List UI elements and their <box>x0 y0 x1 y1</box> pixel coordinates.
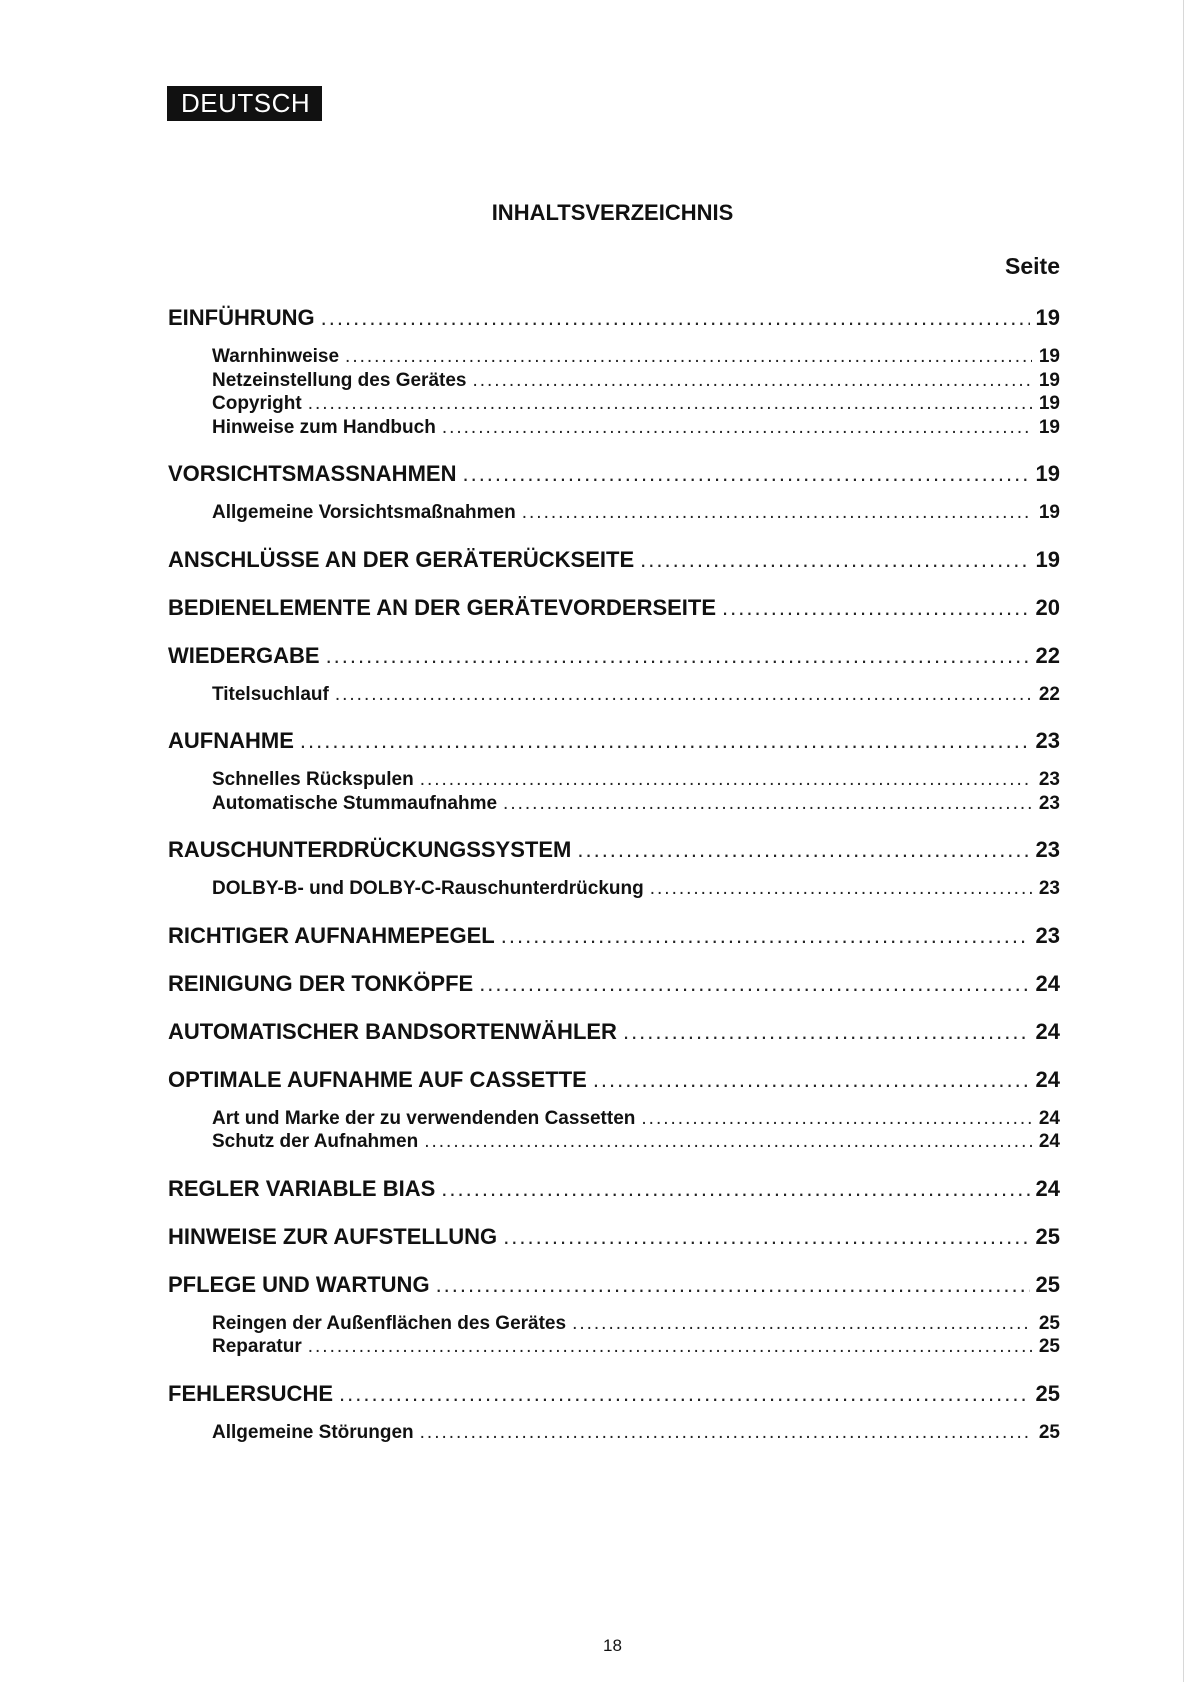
dot-leader <box>335 683 1032 707</box>
toc-section-title: BEDIENELEMENTE AN DER GERÄTEVORDERSEITE <box>168 594 717 620</box>
dot-leader <box>420 1421 1032 1445</box>
toc-subsection-page: 25 <box>1038 1421 1060 1443</box>
toc-subsection-page: 19 <box>1038 346 1060 367</box>
toc-section-title: RICHTIGER AUFNAHMEPEGEL <box>168 922 495 948</box>
toc-section-row[interactable] <box>168 595 1060 621</box>
toc-subsection-title: Hinweise zum Handbuch <box>212 416 436 438</box>
toc-section-title: WIEDERGABE <box>168 642 320 668</box>
toc-section-page: 19 <box>1035 305 1060 330</box>
toc-subsection-title: Reparatur <box>212 1336 302 1357</box>
dot-leader <box>420 768 1032 792</box>
toc-section-page: 23 <box>1035 837 1060 862</box>
dot-leader <box>308 1335 1032 1359</box>
toc-subsection-title: Allgemeine Vorsichtsmaßnahmen <box>212 502 516 523</box>
toc-section-row[interactable] <box>168 837 1060 863</box>
toc-subsection-row[interactable] <box>168 792 1060 816</box>
toc-subsection-page: 19 <box>1038 369 1060 391</box>
toc-subsection-page: 23 <box>1038 792 1060 814</box>
toc-section-page: 19 <box>1035 546 1060 572</box>
dot-leader <box>308 392 1032 416</box>
toc-subsection-title: Warnhinweise <box>212 346 340 367</box>
dot-leader <box>640 547 1029 573</box>
dot-leader <box>472 369 1032 393</box>
toc-section-page: 22 <box>1035 642 1060 668</box>
language-tag: DEUTSCH <box>167 86 322 121</box>
dot-leader <box>479 971 1029 997</box>
dot-leader <box>300 728 1030 754</box>
toc-section-page: 23 <box>1035 728 1060 753</box>
dot-leader <box>572 1312 1032 1336</box>
toc-section-page: 25 <box>1035 1380 1060 1406</box>
toc-subsection-title: Art und Marke der zu verwendenden Cassetten <box>212 1107 636 1129</box>
toc-section-title: RAUSCHUNTERDRÜCKUNGSSYSTEM <box>168 837 572 862</box>
toc-subsection-page: 25 <box>1038 1312 1060 1334</box>
toc-subsection-row[interactable] <box>168 369 1060 393</box>
toc-subsection-row[interactable] <box>168 345 1060 369</box>
toc-subsection-page: 19 <box>1038 416 1060 438</box>
dot-leader <box>522 501 1032 525</box>
toc-section-title: REGLER VARIABLE BIAS <box>168 1175 436 1201</box>
page-number: 18 <box>603 1636 622 1655</box>
toc-section-title: AUFNAHME <box>168 728 294 753</box>
toc-subsection-title: DOLBY-B- und DOLBY-C-Rauschunterdrückung <box>212 878 644 899</box>
dot-leader <box>650 877 1032 901</box>
toc-subsection-row[interactable] <box>168 1130 1060 1154</box>
dot-leader <box>577 837 1029 863</box>
dot-leader <box>339 1381 1030 1407</box>
toc-subsection-title: Automatische Stummaufnahme <box>212 792 498 814</box>
toc-section-page: 24 <box>1035 1066 1060 1092</box>
toc-section-page: 19 <box>1035 461 1060 486</box>
dot-leader <box>436 1272 1030 1298</box>
toc-subsection-row[interactable] <box>168 768 1060 792</box>
table-of-contents <box>168 305 1060 1444</box>
toc-subsection-row[interactable] <box>168 1335 1060 1359</box>
toc-section-title: EINFÜHRUNG <box>168 305 315 330</box>
toc-section-page: 24 <box>1035 970 1060 996</box>
toc-section-title: PFLEGE UND WARTUNG <box>168 1271 430 1297</box>
dot-leader <box>503 792 1032 816</box>
toc-section-page: 24 <box>1035 1018 1060 1044</box>
toc-section-title: OPTIMALE AUFNAHME AUF CASSETTE <box>168 1066 587 1092</box>
toc-section-row[interactable] <box>168 1224 1060 1250</box>
toc-section-page: 25 <box>1035 1271 1060 1297</box>
toc-section-row[interactable] <box>168 1381 1060 1407</box>
dot-leader <box>345 345 1032 369</box>
dot-leader <box>442 416 1032 440</box>
toc-title: INHALTSVERZEICHNIS <box>491 200 734 225</box>
toc-subsection-page: 19 <box>1038 502 1060 523</box>
dot-leader <box>722 595 1029 621</box>
toc-subsection-title: Copyright <box>212 393 302 414</box>
dot-leader <box>623 1019 1030 1045</box>
page-edge-line <box>1183 0 1184 1682</box>
toc-section-row[interactable] <box>168 1019 1060 1045</box>
toc-subsection-page: 24 <box>1038 1131 1060 1152</box>
toc-subsection-page: 25 <box>1038 1336 1060 1357</box>
toc-section-row[interactable] <box>168 728 1060 754</box>
toc-section-row[interactable] <box>168 1176 1060 1202</box>
dot-leader <box>424 1130 1032 1154</box>
toc-section-title: VORSICHTSMASSNAHMEN <box>168 461 457 486</box>
toc-subsection-row[interactable] <box>168 416 1060 440</box>
toc-section-title: HINWEISE ZUR AUFSTELLUNG <box>168 1223 498 1249</box>
toc-section-page: 25 <box>1035 1223 1060 1249</box>
toc-section-row[interactable] <box>168 643 1060 669</box>
toc-section-page: 24 <box>1035 1175 1060 1201</box>
toc-section-row[interactable] <box>168 1067 1060 1093</box>
toc-section-title: FEHLERSUCHE <box>168 1380 334 1406</box>
dot-leader <box>326 643 1030 669</box>
dot-leader <box>462 461 1029 487</box>
toc-subsection-title: Reingen der Außenflächen des Gerätes <box>212 1312 567 1334</box>
toc-section-title: ANSCHLÜSSE AN DER GERÄTERÜCKSEITE <box>168 546 635 572</box>
dot-leader <box>503 1224 1029 1250</box>
toc-subsection-title: Titelsuchlauf <box>212 683 329 705</box>
toc-section-row[interactable] <box>168 547 1060 573</box>
toc-subsection-row[interactable] <box>168 501 1060 525</box>
toc-subsection-page: 24 <box>1038 1107 1060 1129</box>
toc-subsection-title: Schutz der Aufnahmen <box>212 1131 419 1152</box>
toc-section-title: AUTOMATISCHER BANDSORTENWÄHLER <box>168 1018 617 1044</box>
toc-section-row[interactable] <box>168 923 1060 949</box>
toc-subsection-row[interactable] <box>168 683 1060 707</box>
toc-section-row[interactable] <box>168 971 1060 997</box>
toc-section-page: 20 <box>1035 594 1060 620</box>
toc-subsection-title: Allgemeine Störungen <box>212 1421 414 1443</box>
toc-section-title: REINIGUNG DER TONKÖPFE <box>168 970 474 996</box>
toc-subsection-row[interactable] <box>168 877 1060 901</box>
toc-subsection-row[interactable] <box>168 1421 1060 1445</box>
toc-section-row[interactable] <box>168 461 1060 487</box>
dot-leader <box>441 1176 1029 1202</box>
toc-subsection-title: Schnelles Rückspulen <box>212 769 414 790</box>
toc-subsection-title: Netzeinstellung des Gerätes <box>212 369 467 391</box>
dot-leader <box>641 1107 1032 1131</box>
toc-subsection-row[interactable] <box>168 392 1060 416</box>
toc-subsection-page: 19 <box>1038 393 1060 414</box>
toc-section-row[interactable] <box>168 305 1060 331</box>
toc-section-row[interactable] <box>168 1272 1060 1298</box>
toc-subsection-page: 23 <box>1038 769 1060 790</box>
toc-subsection-page: 23 <box>1038 878 1060 899</box>
toc-subsection-row[interactable] <box>168 1312 1060 1336</box>
toc-subsection-row[interactable] <box>168 1107 1060 1131</box>
dot-leader <box>501 923 1030 949</box>
dot-leader <box>321 305 1030 331</box>
page-column-label: Seite <box>1005 253 1060 279</box>
toc-subsection-page: 22 <box>1038 683 1060 705</box>
dot-leader <box>593 1067 1030 1093</box>
toc-section-page: 23 <box>1035 922 1060 948</box>
